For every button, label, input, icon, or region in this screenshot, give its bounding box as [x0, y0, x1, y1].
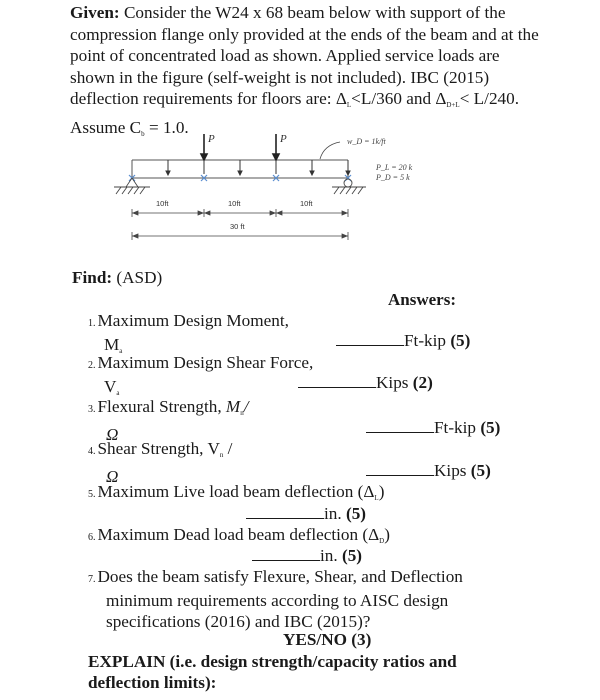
unit: in. [320, 546, 342, 565]
slash: / [243, 397, 249, 416]
answer-5 [246, 504, 366, 524]
answer-blank[interactable] [246, 504, 324, 519]
roller-support [332, 179, 366, 194]
answer-blank[interactable] [336, 331, 404, 346]
item-number: 1. [88, 318, 96, 329]
points: (2) [412, 373, 433, 392]
answer-4 [366, 461, 491, 481]
yes-no-answer: YES/NO (3) [283, 630, 372, 649]
answer-3 [366, 418, 500, 438]
slash: / [223, 439, 233, 458]
paren: ) [378, 482, 385, 501]
given-text: Consider the W24 x 68 beam below with support of the compression flange only provided at the ends of the beam and at the point of concentrated load as shown. Applied service loads are shown in the figure (self-weight is not included). IBC (2015) deflection requirements for floors are: [70, 3, 539, 109]
subscript: D+L [446, 101, 460, 110]
subscript: a [119, 347, 123, 355]
explain-prompt: EXPLAIN (i.e. design strength/capacity ratios and deflection limits): [88, 652, 457, 692]
answer-2 [298, 373, 433, 393]
unit: in. [324, 504, 346, 523]
subscript: D [379, 537, 385, 545]
find-method: (ASD) [112, 268, 163, 287]
question-text: Flexural Strength, [97, 397, 226, 416]
delta-symbol: Δ [335, 89, 347, 109]
find-label: Find: [72, 268, 113, 287]
omega-symbol: Ω [106, 425, 119, 444]
given-paragraph [70, 2, 540, 146]
span-label: 10ft [228, 199, 241, 208]
subscript: L [346, 101, 352, 110]
unit: Ft-kip [434, 418, 481, 437]
question-text: specifications (2016) and IBC (2015)? [106, 612, 371, 631]
question-text: Maximum Design Shear Force, [97, 353, 314, 372]
question-text: Does the beam satisfy Flexure, Shear, and Deflection [97, 567, 463, 586]
paren: ) [384, 525, 390, 544]
span-label: 10ft [156, 199, 169, 208]
total-span-label: 30 ft [230, 222, 245, 231]
points: (5) [341, 546, 363, 565]
answer-1 [336, 331, 470, 351]
question-4 [88, 438, 232, 487]
subscript: L [374, 494, 379, 502]
pl-label: P_L = 20 k [376, 163, 413, 172]
answers-heading: Answers: [388, 290, 456, 309]
given-tail: = 1.0. [144, 117, 189, 137]
subscript: n [219, 451, 224, 459]
beam-diagram [100, 128, 440, 248]
question-7 [88, 566, 463, 632]
symbol: M [104, 335, 120, 354]
question-text: minimum requirements according to AISC design [106, 591, 449, 610]
pd-label: P_D = 5 k [376, 173, 410, 182]
points: (5) [470, 461, 491, 480]
wd-label: w_D = 1k/ft [347, 137, 386, 146]
points: (5) [480, 418, 501, 437]
answer-6 [252, 546, 362, 566]
item-number: 6. [88, 532, 96, 543]
question-text: Shear Strength, V [97, 439, 220, 458]
given-label: Given: [70, 3, 120, 22]
symbol: M [225, 397, 241, 416]
unit: Kips [376, 373, 413, 392]
points: (5) [345, 504, 367, 523]
subscript: a [116, 389, 120, 397]
question-text: Maximum Live load beam deflection (Δ [97, 482, 375, 501]
span-label: 10ft [300, 199, 313, 208]
subscript: b [141, 129, 145, 138]
item-number: 4. [88, 446, 96, 457]
pin-support [114, 178, 150, 194]
question-text: Maximum Design Moment, [97, 311, 289, 330]
unit: Ft-kip [404, 331, 451, 350]
point-load-label: P [208, 133, 215, 145]
find-heading [72, 268, 162, 288]
subscript: n [240, 409, 244, 417]
points: (5) [450, 331, 471, 350]
delta-symbol: Δ [435, 89, 447, 109]
omega-symbol: Ω [106, 467, 119, 486]
item-number: 7. [88, 574, 96, 585]
point-load-label: P [280, 133, 287, 145]
distributed-load-arrows [166, 160, 350, 175]
limit-text: <L/360 and [351, 89, 436, 109]
unit: Kips [434, 461, 471, 480]
symbol: V [104, 377, 117, 396]
item-number: 5. [88, 489, 96, 500]
question-text: Maximum Dead load beam deflection (Δ [97, 525, 380, 544]
item-number: 3. [88, 404, 96, 415]
answer-blank[interactable] [366, 461, 434, 476]
answer-blank[interactable] [252, 546, 320, 561]
limit-text: < L/240. Assume C [70, 89, 520, 137]
item-number: 2. [88, 360, 96, 371]
answer-blank[interactable] [366, 418, 434, 433]
answer-blank[interactable] [298, 373, 376, 388]
